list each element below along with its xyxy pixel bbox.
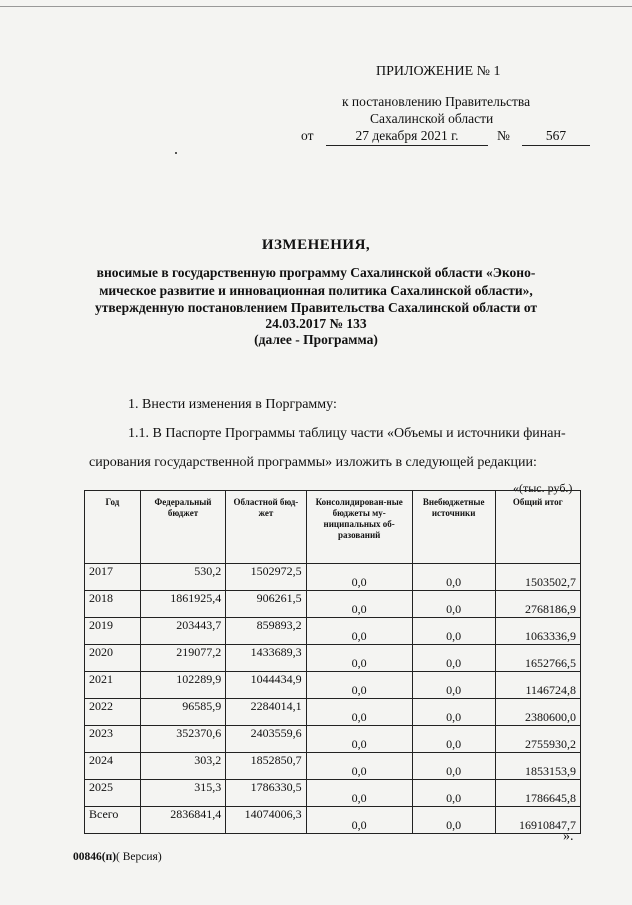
header-extrabudgetary: Внебюджетные источники	[412, 491, 495, 564]
cell-total: 1503502,7	[495, 564, 580, 591]
cell-year: 2018	[85, 591, 141, 618]
cell-total: 1652766,5	[495, 645, 580, 672]
cell-regional: 1044434,9	[226, 672, 306, 699]
paragraph-1-1-line-1: 1.1. В Паспорте Программы таблицу части «Объемы и источники финан-	[128, 426, 566, 441]
cell-municipal: 0,0	[306, 753, 412, 780]
cell-extrabudgetary: 0,0	[412, 618, 495, 645]
cell-federal: 352370,6	[140, 726, 225, 753]
header-year: Год	[85, 491, 141, 564]
units-label: «(тыс. руб.)	[513, 481, 573, 495]
decree-date-row	[0, 128, 632, 148]
cell-federal: 530,2	[140, 564, 225, 591]
cell-year: 2024	[85, 753, 141, 780]
table-row	[85, 753, 581, 780]
cell-federal: 96585,9	[140, 699, 225, 726]
title-line-2: мическое развитие и инновационная политика Сахалинской области»,	[99, 283, 533, 298]
cell-municipal: 0,0	[306, 726, 412, 753]
cell-regional: 14074006,3	[226, 807, 306, 834]
closing-quote: ».	[563, 829, 574, 844]
cell-municipal: 0,0	[306, 699, 412, 726]
title-line-3: утвержденную постановлением Правительства Сахалинской области от	[94, 300, 538, 315]
cell-regional: 2284014,1	[226, 699, 306, 726]
cell-regional: 859893,2	[226, 618, 306, 645]
cell-total: 1786645,8	[495, 780, 580, 807]
cell-total: 1063336,9	[495, 618, 580, 645]
table-row	[85, 618, 581, 645]
table-row	[85, 726, 581, 753]
cell-year: 2023	[85, 726, 141, 753]
cell-municipal: 0,0	[306, 591, 412, 618]
cell-extrabudgetary: 0,0	[412, 645, 495, 672]
footer-version	[73, 851, 162, 863]
cell-total: 2768186,9	[495, 591, 580, 618]
cell-regional: 2403559,6	[226, 726, 306, 753]
paragraph-1: 1. Внести изменения в Порграмму:	[128, 397, 337, 412]
paragraph-1-1-line-2: сирования государственной программы» изложить в следующей редакции:	[89, 455, 537, 470]
cell-year: Всего	[85, 807, 141, 834]
footer-code: 00846(п)	[73, 851, 117, 863]
cell-federal: 315,3	[140, 780, 225, 807]
cell-year: 2021	[85, 672, 141, 699]
cell-extrabudgetary: 0,0	[412, 672, 495, 699]
cell-municipal: 0,0	[306, 564, 412, 591]
table-row	[85, 591, 581, 618]
cell-year: 2017	[85, 564, 141, 591]
table-header-row	[85, 491, 581, 564]
cell-total: 16910847,7	[495, 807, 580, 834]
financing-table	[84, 490, 581, 834]
table-row	[85, 564, 581, 591]
title-line-5: (далее - Программа)	[254, 332, 378, 347]
scan-edge-line	[0, 6, 632, 7]
cell-year: 2022	[85, 699, 141, 726]
to-decree-label: к постановлению Правительства	[342, 94, 531, 109]
decree-date: 27 декабря 2021 г.	[326, 128, 488, 146]
table-row	[85, 645, 581, 672]
cell-municipal: 0,0	[306, 807, 412, 834]
scan-speck	[175, 152, 177, 154]
table-row	[85, 780, 581, 807]
cell-municipal: 0,0	[306, 672, 412, 699]
header-total: Общий итог	[495, 491, 580, 564]
cell-extrabudgetary: 0,0	[412, 807, 495, 834]
cell-municipal: 0,0	[306, 618, 412, 645]
header-municipal-budgets: Консолидирован-ные бюджеты му-ниципальных об-разований	[306, 491, 412, 564]
cell-year: 2019	[85, 618, 141, 645]
cell-regional: 1786330,5	[226, 780, 306, 807]
region-label: Сахалинской области	[370, 111, 494, 126]
cell-year: 2025	[85, 780, 141, 807]
title-line-4: 24.03.2017 № 133	[265, 316, 367, 331]
appendix-label: ПРИЛОЖЕНИЕ № 1	[376, 64, 501, 79]
number-sign: №	[497, 128, 510, 143]
table-row	[85, 699, 581, 726]
cell-total: 1146724,8	[495, 672, 580, 699]
table-row	[85, 672, 581, 699]
document-title: ИЗМЕНЕНИЯ,	[261, 237, 371, 253]
cell-extrabudgetary: 0,0	[412, 564, 495, 591]
cell-federal: 219077,2	[140, 645, 225, 672]
cell-total: 2755930,2	[495, 726, 580, 753]
header-regional-budget: Областной бюд-жет	[226, 491, 306, 564]
cell-federal: 102289,9	[140, 672, 225, 699]
cell-total: 1853153,9	[495, 753, 580, 780]
cell-regional: 906261,5	[226, 591, 306, 618]
cell-federal: 1861925,4	[140, 591, 225, 618]
decree-number: 567	[522, 128, 590, 146]
cell-extrabudgetary: 0,0	[412, 780, 495, 807]
cell-year: 2020	[85, 645, 141, 672]
cell-municipal: 0,0	[306, 645, 412, 672]
table-total-row	[85, 807, 581, 834]
cell-regional: 1502972,5	[226, 564, 306, 591]
cell-total: 2380600,0	[495, 699, 580, 726]
from-label: от	[301, 128, 314, 143]
header-federal-budget: Федеральный бюджет	[140, 491, 225, 564]
cell-regional: 1852850,7	[226, 753, 306, 780]
cell-regional: 1433689,3	[226, 645, 306, 672]
footer-version-label: ( Версия)	[116, 851, 162, 863]
cell-extrabudgetary: 0,0	[412, 726, 495, 753]
cell-extrabudgetary: 0,0	[412, 753, 495, 780]
cell-federal: 2836841,4	[140, 807, 225, 834]
cell-federal: 203443,7	[140, 618, 225, 645]
title-line-1: вносимые в государственную программу Сахалинской области «Эконо-	[96, 265, 536, 280]
cell-extrabudgetary: 0,0	[412, 591, 495, 618]
cell-federal: 303,2	[140, 753, 225, 780]
cell-municipal: 0,0	[306, 780, 412, 807]
cell-extrabudgetary: 0,0	[412, 699, 495, 726]
